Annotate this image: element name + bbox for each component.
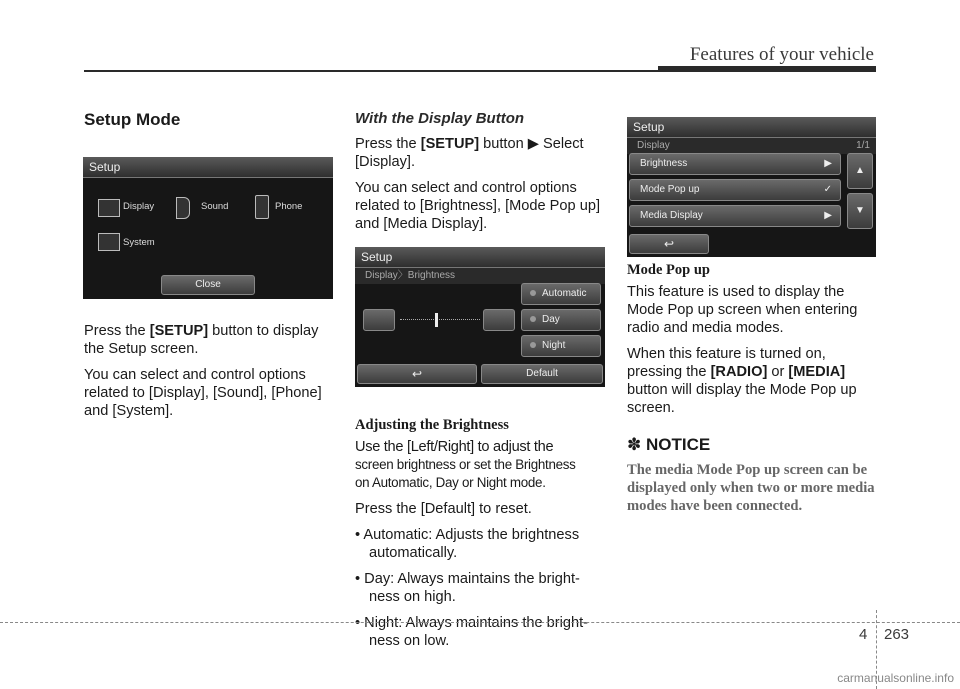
right-arrow-button	[483, 309, 515, 331]
arrow-right-icon: ▶	[527, 136, 539, 152]
notice-title: ✽ NOTICE	[627, 435, 711, 454]
text: Press the	[355, 136, 421, 152]
text: Press the	[84, 323, 150, 339]
section-title: Setup Mode	[84, 110, 181, 129]
screen-title: Setup	[83, 157, 333, 178]
brightness-scale	[400, 319, 480, 324]
menu-item-sound: Sound	[201, 201, 229, 212]
menu-item-mode-pop-up: Mode Pop up ✓	[629, 179, 841, 201]
display-icon	[98, 199, 120, 217]
menu-item-system: System	[123, 237, 155, 248]
paragraph: You can select and control options related to [Brightness], [Mode Pop up] and [Media Display].	[355, 180, 600, 232]
notice-text: The media Mode Pop up screen can be displayed only when two or more media modes have been connected.	[627, 462, 875, 514]
media-key: [MEDIA]	[788, 364, 846, 380]
setup-screen-image	[83, 157, 333, 299]
setup-key: [SETUP]	[149, 323, 209, 339]
subsection-title: Adjusting the Brightness	[355, 417, 509, 433]
menu-item-display: Display	[123, 201, 155, 212]
list-item: • Day: Always maintains the bright- ness on high.	[355, 571, 580, 605]
paragraph: You can select and control options related to [Display], [Sound], [Phone] and [System].	[84, 367, 322, 419]
list-item: • Automatic: Adjusts the brightness automatically.	[355, 527, 580, 561]
menu-item-phone: Phone	[275, 201, 303, 212]
back-button: ↩	[357, 364, 477, 384]
scroll-down-button: ▼	[847, 193, 873, 229]
option-night: Night	[521, 335, 601, 357]
speaker-icon	[176, 197, 190, 219]
page-number: 263	[884, 626, 910, 643]
radio-key: [RADIO]	[710, 364, 768, 380]
paragraph: Press the [Default] to reset.	[355, 501, 532, 517]
text: When this feature is turned on, pressing the	[627, 346, 826, 380]
option-automatic: Automatic	[521, 283, 601, 305]
display-screen-image	[627, 117, 876, 257]
default-button: Default	[481, 364, 603, 384]
text: on Automatic, Day or Night mode.	[355, 475, 546, 490]
paragraph	[84, 322, 334, 358]
text: screen brightness or set the Brightness	[355, 457, 576, 472]
subsection-title: Mode Pop up	[627, 262, 710, 278]
watermark: carmanualsonline.info	[837, 671, 954, 685]
screen-title: Setup	[355, 247, 605, 268]
footer-rule	[0, 622, 960, 623]
chapter-number: 4	[859, 626, 868, 643]
screen-subtitle: Display 1/1	[627, 138, 876, 154]
menu-item-media-display: Media Display ▶	[629, 205, 841, 227]
close-button: Close	[161, 275, 255, 295]
paragraph: This feature is used to display the Mode Pop up screen when entering radio and media modes.	[627, 284, 858, 336]
setup-key: [SETUP]	[420, 136, 480, 152]
paragraph	[355, 135, 605, 171]
text: Use the [Left/Right] to adjust the	[355, 439, 554, 455]
text: button to display the Setup screen.	[84, 323, 319, 357]
text: button will display the Mode Pop up screen.	[627, 382, 857, 416]
text: Select [Display].	[355, 136, 584, 170]
back-button: ↩	[629, 234, 709, 254]
phone-icon	[255, 195, 269, 219]
paragraph	[627, 345, 877, 417]
brightness-marker	[435, 313, 438, 327]
bullet-list	[355, 526, 605, 650]
screen-title: Setup	[627, 117, 876, 138]
section-title: With the Display Button	[355, 110, 525, 127]
brightness-screen-image	[355, 247, 605, 387]
breadcrumb: Display〉Brightness	[355, 268, 605, 284]
menu-item-brightness: Brightness ▶	[629, 153, 841, 175]
page-header-title: Features of your vehicle	[689, 44, 874, 65]
list-item: • Night: Always maintains the bright- ness on low.	[355, 615, 589, 649]
header-rule-accent	[658, 66, 876, 72]
scroll-up-button: ▲	[847, 153, 873, 189]
text: or	[767, 364, 789, 380]
left-arrow-button	[363, 309, 395, 331]
paragraph	[355, 438, 605, 492]
option-day: Day	[521, 309, 601, 331]
column-3	[627, 262, 877, 523]
text: button	[479, 136, 528, 152]
system-icon	[98, 233, 120, 251]
page-indicator: 1/1	[856, 140, 870, 151]
